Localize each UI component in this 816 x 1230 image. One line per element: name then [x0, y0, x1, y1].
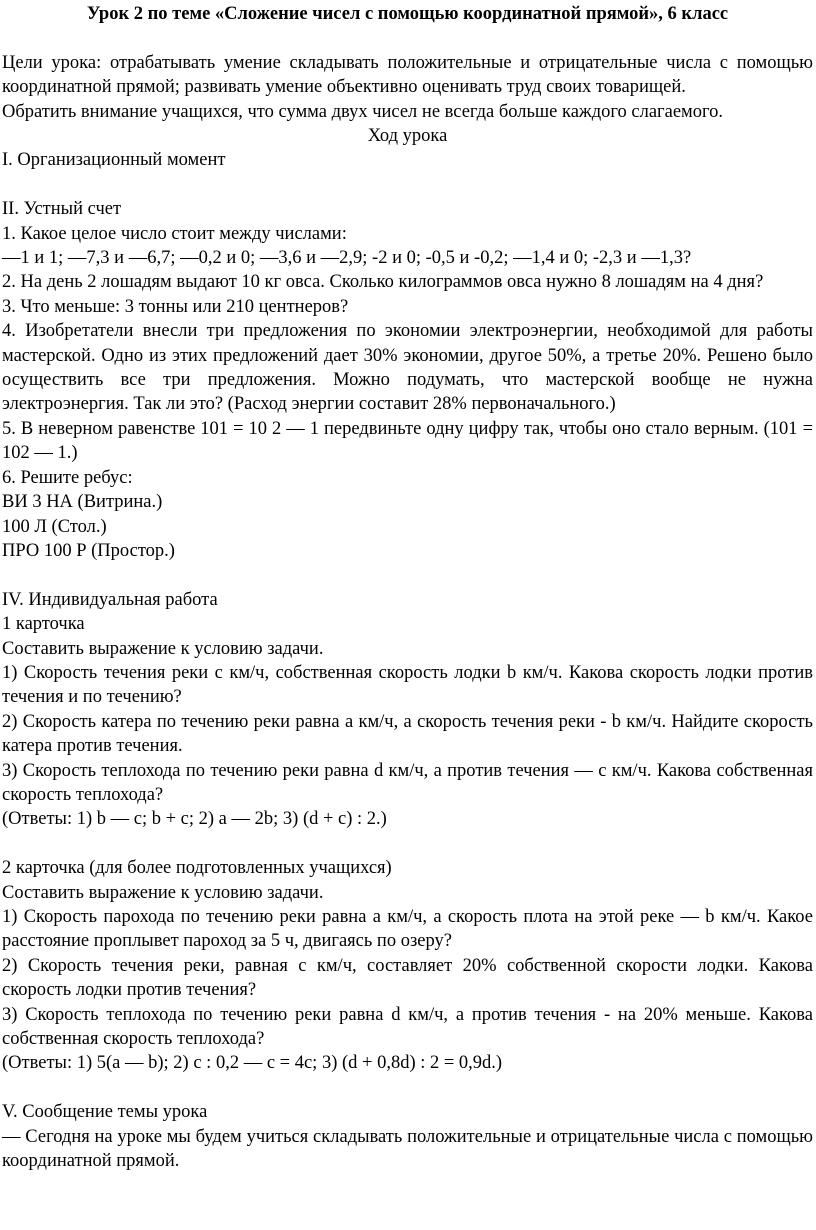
oral-question-1-values: —1 и 1; —7,3 и —6,7; —0,2 и 0; —3,6 и —2,9; -2 и 0; -0,5 и -0,2; —1,4 и 0; -2,3 и —1,3? — [2, 248, 692, 269]
section-5-heading: V. Сообщение темы урока — [2, 1102, 208, 1123]
section-5-text: — Сегодня на уроке мы будем учиться складывать положительные и отрицательные числа с помощью координатной прямой. — [2, 1126, 813, 1172]
oral-question-4: 4. Изобретатели внесли три предложения по экономии электроэнергии, необходимой для работы мастерской. Одно из этих предложений дает 30% экономии, другое 50%, а третье 20%. Решено было осуществить все три предложения. Можно подумать, что мастерской вообще не нужна электроэнергия. Так ли это? (Расход энергии составит 28% первоначального.) — [2, 321, 813, 415]
spacer — [2, 26, 813, 50]
section-4-heading: IV. Индивидуальная работа — [2, 589, 218, 610]
oral-question-3: 3. Что меньше: 3 тонны или 210 центнеров? — [2, 296, 349, 317]
oral-question-5: 5. В неверном равенстве 101 = 10 2 — 1 передвиньте одну цифру так, чтобы оно стало верным. (101 = 102 — 1.) — [2, 418, 813, 464]
rebus-line-2: 100 Л (Стол.) — [2, 516, 107, 537]
page-title: Урок 2 по теме «Сложение чисел с помощью координатной прямой», 6 класс — [86, 4, 729, 24]
rebus-line-1: ВИ 3 НА (Витрина.) — [2, 492, 163, 513]
card-1-title: 1 карточка — [2, 614, 85, 635]
oral-question-1: 1. Какое целое число стоит между числами: — [2, 223, 347, 244]
oral-question-2: 2. На день 2 лошадям выдают 10 кг овса. Сколько килограммов овса нужно 8 лошадям на 4 дня? — [2, 272, 764, 293]
attention-note: Обратить внимание учащихся, что сумма двух чисел не всегда больше каждого слагаемого. — [2, 101, 724, 122]
card-2-task-2: 2) Скорость течения реки, равная с км/ч, составляет 20% собственной скорости лодки. Какова скорость лодки против течения? — [2, 955, 813, 1001]
section-2-heading: II. Устный счет — [2, 199, 122, 220]
card-2-title: 2 карточка (для более подготовленных учащихся) — [2, 858, 392, 879]
lesson-course-heading: Ход урока — [367, 126, 448, 147]
card-2-task-3: 3) Скорость теплохода по течению реки равна d км/ч, а против течения - на 20% меньше. Какова собственная скорость теплохода? — [2, 1004, 813, 1049]
card-1-answers: (Ответы: 1) b — с; b + с; 2) а — 2b; 3) (d + с) : 2.) — [2, 809, 387, 830]
card-1-intro: Составить выражение к условию задачи. — [2, 638, 324, 659]
rebus-line-3: ПРО 100 Р (Простор.) — [2, 540, 175, 561]
card-1-task-1: 1) Скорость течения реки с км/ч, собственная скорость лодки b км/ч. Какова скорость лодки против течения и по течению? — [2, 662, 813, 708]
card-2-task-1: 1) Скорость парохода по течению реки равна а км/ч, а скорость плота на этой реке — b км/ч. Какое расстояние проплывет пароход за 5 ч, двигаясь по озеру? — [2, 906, 813, 952]
lesson-goals: Цели урока: отрабатывать умение складывать положительные и отрицательные числа с помощью координатной прямой; развивать умение объективно оценивать труд своих товарищей. — [2, 52, 813, 98]
card-1-task-3: 3) Скорость теплохода по течению реки равна d км/ч, а против течения — с км/ч. Какова собственная скорость теплохода? — [2, 760, 813, 805]
oral-question-6: 6. Решите ребус: — [2, 467, 133, 488]
card-1-task-2: 2) Скорость катера по течению реки равна а км/ч, а скорость течения реки - b км/ч. Найдите скорость катера против течения. — [2, 711, 813, 757]
card-2-answers: (Ответы: 1) 5(а — b); 2) с : 0,2 — с = 4с; 3) (d + 0,8d) : 2 = 0,9d.) — [2, 1053, 503, 1074]
section-1-heading: I. Организационный момент — [2, 150, 226, 171]
card-2-intro: Составить выражение к условию задачи. — [2, 882, 324, 903]
